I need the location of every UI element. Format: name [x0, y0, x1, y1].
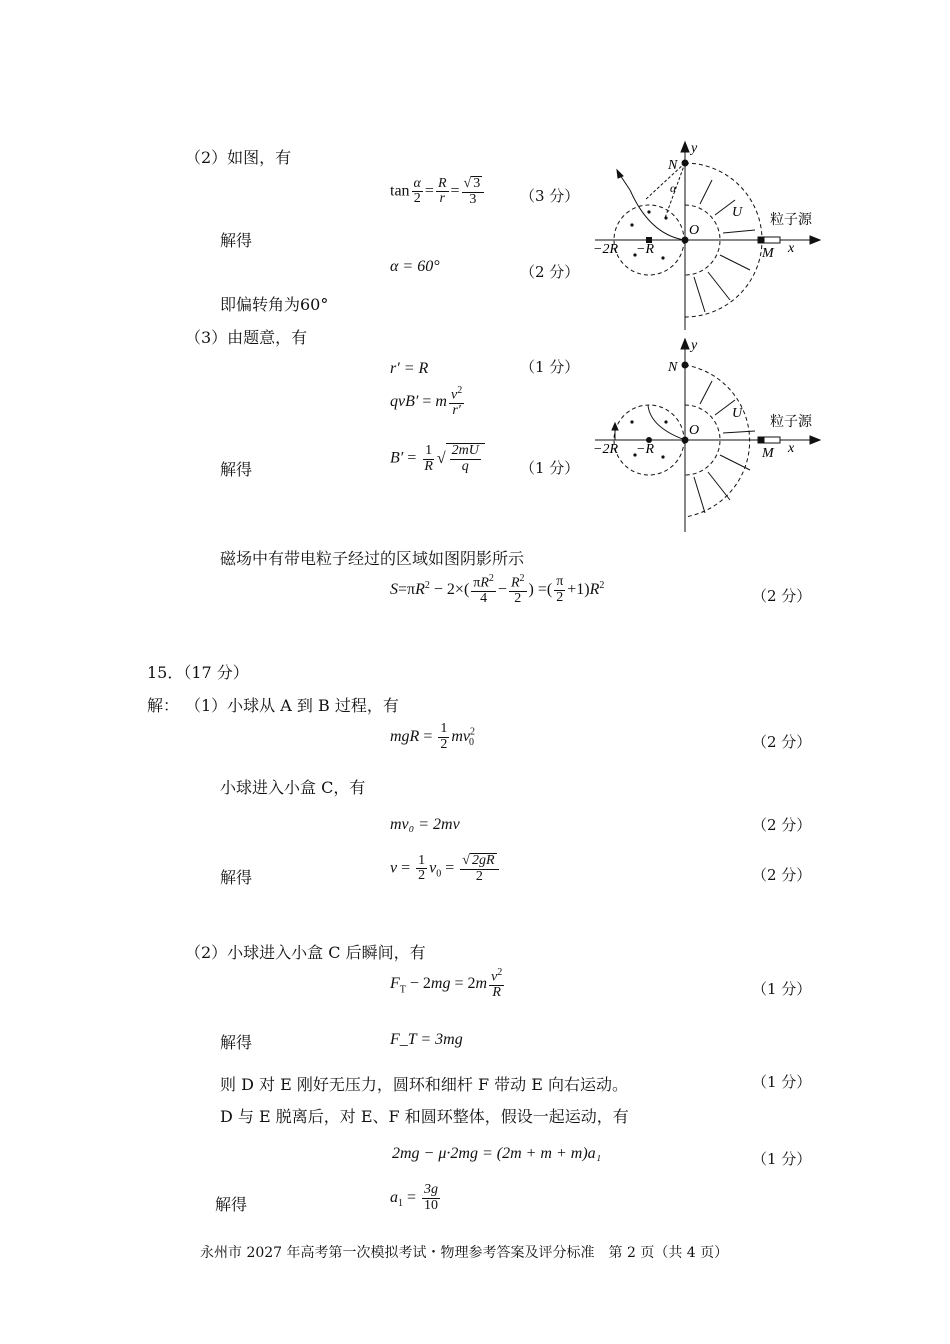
- region-text: 磁场中有带电粒子经过的区域如图阴影所示: [220, 549, 525, 568]
- equation-FT: F_T = 3mg: [390, 1031, 463, 1048]
- score: （1 分）: [752, 1150, 812, 1168]
- part2-heading: （2）如图，有: [185, 148, 292, 167]
- point-O: [682, 237, 689, 244]
- label-negR: −R: [636, 442, 654, 457]
- trajectory: [630, 190, 685, 240]
- p1-text2: 小球进入小盒 C，有: [220, 778, 366, 797]
- label-x: x: [788, 241, 795, 256]
- x-axis-arrow: [810, 236, 820, 244]
- score: （2 分）: [752, 587, 812, 605]
- figure-deflection: [590, 140, 830, 335]
- equation-area: $S=\pi R^2 - 2\times$( $\frac{\pi R^2}{4}$ − $\frac{R^2}{2}$ ) =( $\frac{\pi}{2}$ $+1)R^2$: [390, 573, 605, 607]
- point-N: [682, 160, 689, 167]
- label-source: 粒子源: [770, 415, 812, 430]
- label-neg2R: −2R: [593, 442, 618, 457]
- label-M: M: [762, 246, 774, 261]
- label-U: U: [732, 205, 743, 220]
- label-N: N: [668, 360, 678, 375]
- figure-region: [590, 337, 830, 534]
- score: （2 分）: [752, 866, 812, 884]
- equation-tan: tan $\frac{\alpha}{2}$ = $\frac{R}{r}$ = √ 3 3: [390, 176, 486, 207]
- jiede-label: 解得: [220, 1033, 253, 1052]
- label-negR: −R: [636, 242, 654, 257]
- equation-alpha: α = 60°: [390, 258, 440, 275]
- jiede-label: 解得: [220, 460, 253, 479]
- p2-heading: （2）小球进入小盒 C 后瞬间，有: [185, 943, 426, 962]
- equation-B: B′ = $\frac{1}{R}$ √ $\frac{2mU}{q}$: [390, 443, 485, 474]
- equation-energy: mgR = $\frac{1}{2}$ $mv^2_0$: [390, 721, 476, 752]
- score: （2 分）: [520, 263, 580, 281]
- score: （3 分）: [520, 187, 580, 205]
- equation-momentum: mv₀ = 2mv: [390, 816, 460, 833]
- jiede-label: 解得: [215, 1195, 248, 1214]
- line-D: 则 D 对 E 刚好无压力，圆环和细杆 F 带动 E 向右运动。: [220, 1075, 628, 1094]
- equation-qvB: qvB′ = m $\frac{v^2}{r'}$: [390, 385, 463, 419]
- question-number: 15．（17 分）: [147, 663, 249, 682]
- jie-label: 解：: [147, 696, 180, 715]
- score: （1 分）: [752, 1073, 812, 1091]
- label-source: 粒子源: [770, 213, 812, 228]
- label-M: M: [762, 446, 774, 461]
- label-y: y: [691, 141, 698, 156]
- label-O: O: [689, 223, 700, 238]
- page-footer: 永州市 2027 年高考第一次模拟考试・物理参考答案及评分标准 第 2 页（共 4 页）: [200, 1245, 729, 1261]
- jiede-label: 解得: [220, 868, 253, 887]
- label-y: y: [691, 338, 698, 353]
- jiede-label: 解得: [220, 231, 253, 250]
- score: （1 分）: [752, 980, 812, 998]
- equation-v: v = $\frac{1}{2}$ $v_0$ = √ 2gR 2: [390, 853, 501, 884]
- label-O: O: [689, 423, 700, 438]
- equation-newton: 2mg − μ·2mg = (2m + m + m)a₁: [392, 1145, 602, 1162]
- score: （1 分）: [520, 358, 580, 376]
- equation-a1: $a_1$ = $\frac{3g}{10}$: [390, 1182, 439, 1213]
- line-DE: D 与 E 脱离后，对 E、F 和圆环整体，假设一起运动，有: [220, 1107, 629, 1126]
- label-alpha: α: [670, 181, 677, 195]
- conclusion-text: 即偏转角为60°: [220, 295, 329, 314]
- label-x: x: [788, 441, 795, 456]
- label-neg2R: −2R: [593, 242, 618, 257]
- label-N: N: [668, 158, 678, 173]
- part3-heading: （3）由题意，有: [185, 328, 308, 347]
- equation-r: r′ = R: [390, 360, 429, 377]
- y-axis-arrow: [681, 142, 689, 152]
- score: （2 分）: [752, 816, 812, 834]
- score: （1 分）: [520, 459, 580, 477]
- p1-heading: （1）小球从 A 到 B 过程，有: [185, 696, 399, 715]
- label-U: U: [732, 406, 743, 421]
- score: （2 分）: [752, 733, 812, 751]
- equation-tension: $F_T - 2mg = 2m$ $\frac{v^2}{R}$: [390, 967, 503, 1001]
